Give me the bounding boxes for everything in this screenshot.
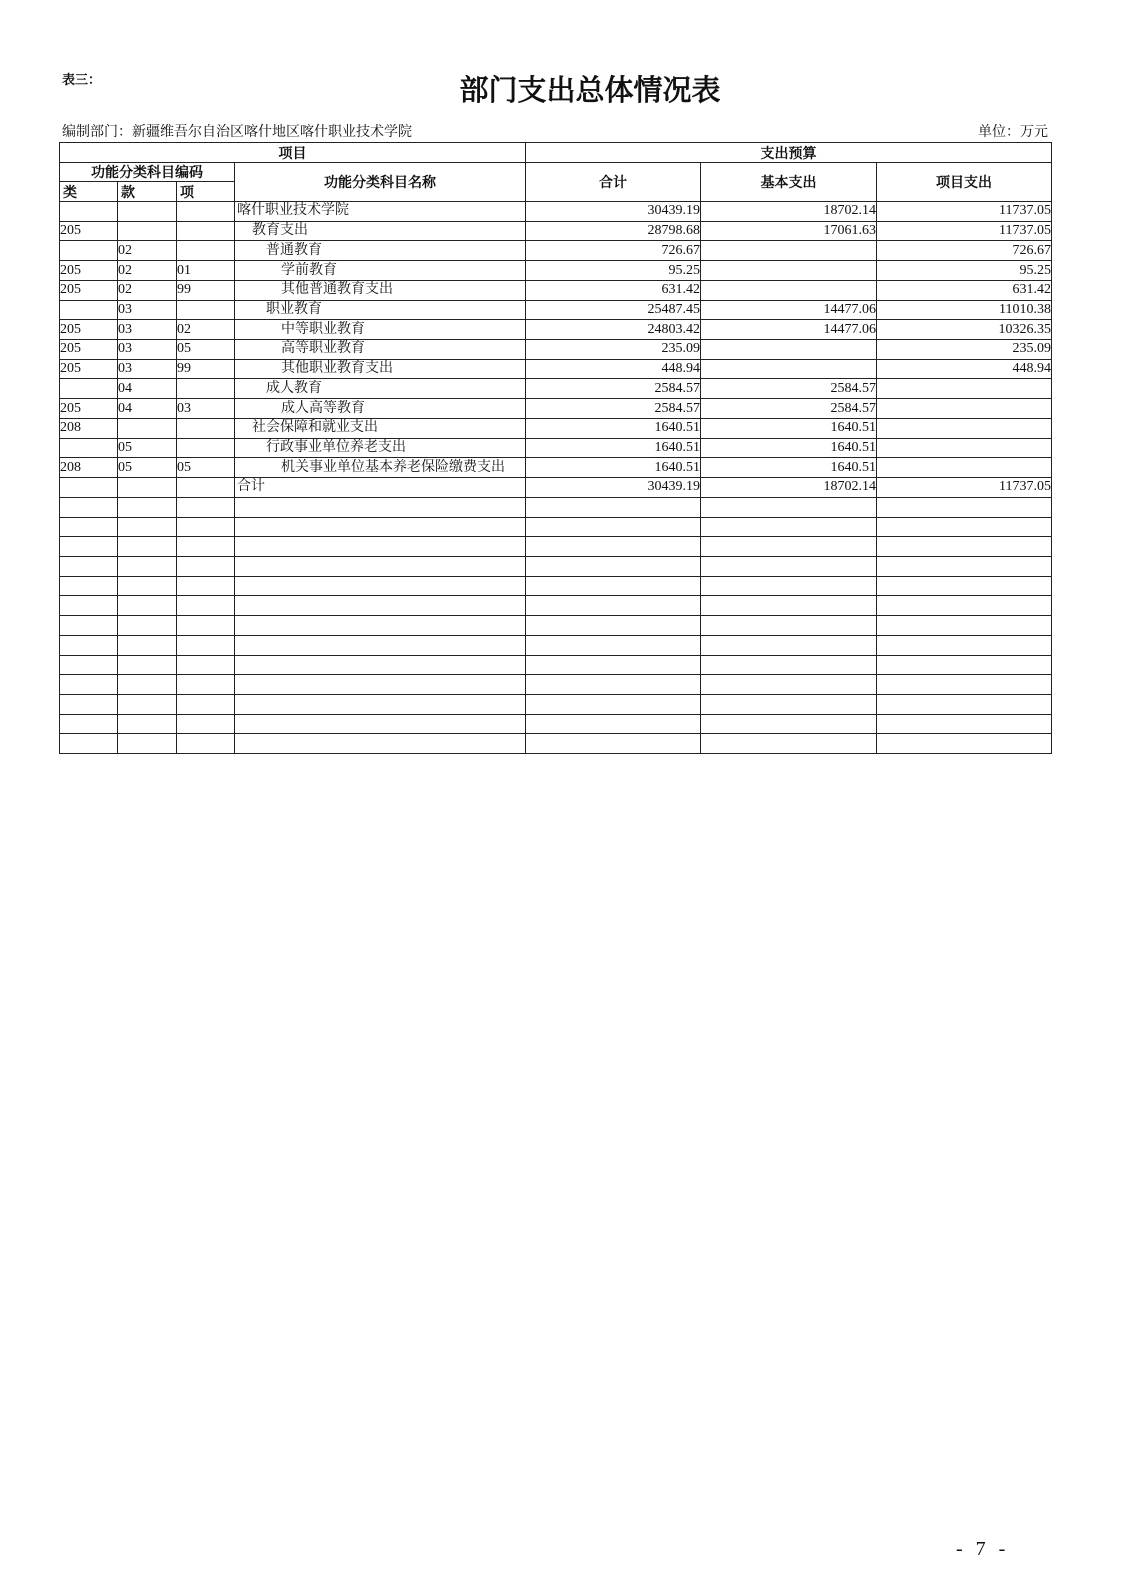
unit-label: 单位：万元	[978, 125, 1048, 140]
code-lei-cell	[60, 241, 118, 261]
empty-cell	[118, 655, 177, 675]
empty-cell	[235, 596, 526, 616]
item-name-cell: 职业教育	[235, 300, 526, 320]
basic-expense-cell: 14477.06	[701, 320, 877, 340]
item-name-cell: 高等职业教育	[235, 340, 526, 360]
empty-cell	[118, 675, 177, 695]
project-expense-cell: 631.42	[877, 280, 1052, 300]
project-expense-cell	[877, 399, 1052, 419]
page-title: 部门支出总体情况表	[459, 75, 721, 107]
basic-expense-cell: 1640.51	[701, 418, 877, 438]
table-row	[60, 280, 1052, 300]
code-kuan-cell	[118, 478, 177, 498]
empty-cell	[235, 556, 526, 576]
empty-cell	[118, 616, 177, 636]
code-xiang-cell	[177, 300, 235, 320]
empty-cell	[60, 596, 118, 616]
basic-expense-cell: 2584.57	[701, 379, 877, 399]
table-row	[60, 300, 1052, 320]
empty-cell	[235, 616, 526, 636]
empty-cell	[60, 635, 118, 655]
empty-cell	[235, 694, 526, 714]
item-name-cell: 学前教育	[235, 261, 526, 281]
empty-cell	[526, 655, 701, 675]
empty-table-row	[60, 596, 1052, 616]
code-kuan-cell: 05	[118, 458, 177, 478]
empty-cell	[877, 714, 1052, 734]
project-expense-cell	[877, 418, 1052, 438]
basic-expense-cell: 17061.63	[701, 221, 877, 241]
table-header	[60, 143, 1052, 202]
code-kuan-cell: 03	[118, 300, 177, 320]
empty-cell	[177, 635, 235, 655]
code-kuan-cell: 02	[118, 261, 177, 281]
table-row	[60, 202, 1052, 222]
empty-cell	[177, 537, 235, 557]
header-project: 项目	[60, 143, 526, 163]
code-xiang-cell	[177, 202, 235, 222]
empty-cell	[526, 497, 701, 517]
item-name-cell: 其他普通教育支出	[235, 280, 526, 300]
empty-cell	[235, 537, 526, 557]
code-xiang-cell	[177, 221, 235, 241]
empty-cell	[60, 655, 118, 675]
basic-expense-cell	[701, 359, 877, 379]
empty-cell	[177, 576, 235, 596]
item-name-cell: 成人高等教育	[235, 399, 526, 419]
empty-cell	[877, 635, 1052, 655]
header-kuan: 款	[118, 182, 177, 202]
empty-cell	[118, 734, 177, 754]
empty-cell	[118, 596, 177, 616]
empty-cell	[701, 734, 877, 754]
basic-expense-cell: 18702.14	[701, 202, 877, 222]
empty-cell	[235, 655, 526, 675]
empty-cell	[877, 655, 1052, 675]
item-name-cell: 成人教育	[235, 379, 526, 399]
empty-cell	[60, 694, 118, 714]
total-amount-cell: 448.94	[526, 359, 701, 379]
empty-cell	[177, 734, 235, 754]
empty-cell	[701, 714, 877, 734]
empty-cell	[118, 497, 177, 517]
empty-cell	[235, 734, 526, 754]
empty-cell	[877, 616, 1052, 636]
total-amount-cell: 28798.68	[526, 221, 701, 241]
empty-cell	[60, 497, 118, 517]
code-kuan-cell: 03	[118, 359, 177, 379]
empty-table-row	[60, 734, 1052, 754]
code-lei-cell: 205	[60, 399, 118, 419]
item-name-cell: 社会保障和就业支出	[235, 418, 526, 438]
empty-cell	[118, 714, 177, 734]
empty-cell	[60, 517, 118, 537]
table-number-label: 表三：	[62, 72, 102, 87]
empty-table-row	[60, 675, 1052, 695]
table-row	[60, 478, 1052, 498]
empty-cell	[235, 635, 526, 655]
basic-expense-cell	[701, 261, 877, 281]
empty-cell	[701, 675, 877, 695]
total-amount-cell: 95.25	[526, 261, 701, 281]
code-kuan-cell: 04	[118, 399, 177, 419]
total-amount-cell: 2584.57	[526, 399, 701, 419]
item-name-cell: 教育支出	[235, 221, 526, 241]
empty-table-row	[60, 694, 1052, 714]
code-lei-cell: 208	[60, 418, 118, 438]
empty-cell	[877, 734, 1052, 754]
project-expense-cell: 10326.35	[877, 320, 1052, 340]
empty-cell	[526, 616, 701, 636]
table-row	[60, 458, 1052, 478]
code-kuan-cell: 03	[118, 340, 177, 360]
basic-expense-cell	[701, 340, 877, 360]
empty-table-row	[60, 556, 1052, 576]
empty-table-row	[60, 714, 1052, 734]
empty-cell	[526, 517, 701, 537]
empty-cell	[235, 675, 526, 695]
empty-table-row	[60, 576, 1052, 596]
code-lei-cell	[60, 478, 118, 498]
empty-cell	[235, 576, 526, 596]
project-expense-cell	[877, 438, 1052, 458]
total-amount-cell: 1640.51	[526, 438, 701, 458]
code-xiang-cell: 01	[177, 261, 235, 281]
empty-cell	[877, 576, 1052, 596]
code-xiang-cell: 02	[177, 320, 235, 340]
empty-cell	[701, 537, 877, 557]
code-xiang-cell: 05	[177, 340, 235, 360]
total-amount-cell: 2584.57	[526, 379, 701, 399]
total-amount-cell: 235.09	[526, 340, 701, 360]
empty-table-row	[60, 655, 1052, 675]
code-xiang-cell	[177, 241, 235, 261]
empty-cell	[177, 556, 235, 576]
project-expense-cell: 11010.38	[877, 300, 1052, 320]
project-expense-cell	[877, 379, 1052, 399]
header-lei: 类	[60, 182, 118, 202]
code-kuan-cell	[118, 221, 177, 241]
project-expense-cell	[877, 458, 1052, 478]
empty-cell	[701, 655, 877, 675]
empty-cell	[118, 517, 177, 537]
table-row	[60, 261, 1052, 281]
empty-cell	[701, 576, 877, 596]
project-expense-cell: 235.09	[877, 340, 1052, 360]
empty-cell	[877, 694, 1052, 714]
code-xiang-cell	[177, 418, 235, 438]
basic-expense-cell: 18702.14	[701, 478, 877, 498]
project-expense-cell: 11737.05	[877, 478, 1052, 498]
header-row-2	[60, 163, 1052, 182]
table-row	[60, 241, 1052, 261]
total-amount-cell: 30439.19	[526, 202, 701, 222]
code-xiang-cell: 03	[177, 399, 235, 419]
header-total: 合计	[526, 163, 701, 202]
total-amount-cell: 1640.51	[526, 458, 701, 478]
table-body	[60, 202, 1052, 754]
empty-cell	[60, 537, 118, 557]
basic-expense-cell: 14477.06	[701, 300, 877, 320]
code-kuan-cell: 05	[118, 438, 177, 458]
basic-expense-cell: 1640.51	[701, 438, 877, 458]
empty-cell	[235, 517, 526, 537]
header-code-group: 功能分类科目编码	[60, 163, 235, 182]
expenditure-table	[59, 142, 1052, 754]
empty-cell	[118, 576, 177, 596]
total-amount-cell: 1640.51	[526, 418, 701, 438]
empty-cell	[526, 734, 701, 754]
code-xiang-cell	[177, 379, 235, 399]
code-lei-cell: 205	[60, 340, 118, 360]
total-amount-cell: 631.42	[526, 280, 701, 300]
header-row-1	[60, 143, 1052, 163]
empty-cell	[235, 497, 526, 517]
empty-cell	[60, 675, 118, 695]
table-row	[60, 340, 1052, 360]
table-row	[60, 320, 1052, 340]
empty-cell	[177, 517, 235, 537]
item-name-cell: 合计	[235, 478, 526, 498]
code-xiang-cell	[177, 478, 235, 498]
empty-cell	[877, 497, 1052, 517]
table-row	[60, 418, 1052, 438]
table-row	[60, 438, 1052, 458]
empty-cell	[177, 675, 235, 695]
empty-cell	[701, 635, 877, 655]
empty-cell	[701, 497, 877, 517]
empty-table-row	[60, 616, 1052, 636]
total-amount-cell: 726.67	[526, 241, 701, 261]
empty-cell	[177, 497, 235, 517]
code-lei-cell	[60, 438, 118, 458]
table-row	[60, 359, 1052, 379]
code-lei-cell	[60, 379, 118, 399]
empty-cell	[526, 556, 701, 576]
code-lei-cell: 205	[60, 320, 118, 340]
basic-expense-cell: 2584.57	[701, 399, 877, 419]
code-xiang-cell: 05	[177, 458, 235, 478]
code-kuan-cell: 03	[118, 320, 177, 340]
empty-cell	[177, 616, 235, 636]
empty-cell	[118, 635, 177, 655]
code-lei-cell: 205	[60, 359, 118, 379]
empty-cell	[701, 596, 877, 616]
code-kuan-cell: 04	[118, 379, 177, 399]
empty-cell	[526, 576, 701, 596]
header-basic-expense: 基本支出	[701, 163, 877, 202]
empty-cell	[526, 596, 701, 616]
table-row	[60, 221, 1052, 241]
basic-expense-cell	[701, 280, 877, 300]
item-name-cell: 普通教育	[235, 241, 526, 261]
empty-cell	[118, 537, 177, 557]
code-lei-cell	[60, 300, 118, 320]
empty-cell	[60, 616, 118, 636]
table-row	[60, 399, 1052, 419]
project-expense-cell: 726.67	[877, 241, 1052, 261]
empty-cell	[877, 537, 1052, 557]
empty-cell	[177, 655, 235, 675]
page-number: - 7 -	[956, 1538, 1010, 1560]
empty-cell	[526, 714, 701, 734]
empty-cell	[526, 635, 701, 655]
empty-cell	[526, 675, 701, 695]
item-name-cell: 其他职业教育支出	[235, 359, 526, 379]
code-xiang-cell	[177, 438, 235, 458]
project-expense-cell: 95.25	[877, 261, 1052, 281]
empty-cell	[60, 576, 118, 596]
empty-table-row	[60, 497, 1052, 517]
empty-cell	[701, 556, 877, 576]
code-lei-cell	[60, 202, 118, 222]
basic-expense-cell: 1640.51	[701, 458, 877, 478]
empty-cell	[235, 714, 526, 734]
item-name-cell: 行政事业单位养老支出	[235, 438, 526, 458]
empty-table-row	[60, 517, 1052, 537]
empty-cell	[60, 556, 118, 576]
code-kuan-cell	[118, 202, 177, 222]
item-name-cell: 喀什职业技术学院	[235, 202, 526, 222]
code-kuan-cell	[118, 418, 177, 438]
department-line: 编制部门：新疆维吾尔自治区喀什地区喀什职业技术学院	[62, 125, 412, 140]
empty-cell	[877, 556, 1052, 576]
header-item-name: 功能分类科目名称	[235, 163, 526, 202]
project-expense-cell: 11737.05	[877, 221, 1052, 241]
code-lei-cell: 205	[60, 280, 118, 300]
item-name-cell: 中等职业教育	[235, 320, 526, 340]
empty-cell	[177, 596, 235, 616]
empty-cell	[701, 616, 877, 636]
header-budget: 支出预算	[526, 143, 1052, 163]
code-lei-cell: 205	[60, 221, 118, 241]
total-amount-cell: 24803.42	[526, 320, 701, 340]
basic-expense-cell	[701, 241, 877, 261]
empty-cell	[701, 694, 877, 714]
project-expense-cell: 11737.05	[877, 202, 1052, 222]
empty-table-row	[60, 635, 1052, 655]
code-xiang-cell: 99	[177, 280, 235, 300]
code-kuan-cell: 02	[118, 280, 177, 300]
empty-cell	[877, 596, 1052, 616]
header-project-expense: 项目支出	[877, 163, 1052, 202]
total-amount-cell: 30439.19	[526, 478, 701, 498]
code-lei-cell: 205	[60, 261, 118, 281]
empty-cell	[60, 714, 118, 734]
empty-cell	[177, 714, 235, 734]
empty-cell	[177, 694, 235, 714]
code-lei-cell: 208	[60, 458, 118, 478]
empty-cell	[60, 734, 118, 754]
table-row	[60, 379, 1052, 399]
empty-cell	[526, 694, 701, 714]
empty-cell	[118, 694, 177, 714]
empty-cell	[877, 517, 1052, 537]
empty-cell	[118, 556, 177, 576]
code-xiang-cell: 99	[177, 359, 235, 379]
empty-table-row	[60, 537, 1052, 557]
empty-cell	[877, 675, 1052, 695]
project-expense-cell: 448.94	[877, 359, 1052, 379]
empty-cell	[701, 517, 877, 537]
header-xiang: 项	[177, 182, 235, 202]
item-name-cell: 机关事业单位基本养老保险缴费支出	[235, 458, 526, 478]
total-amount-cell: 25487.45	[526, 300, 701, 320]
empty-cell	[526, 537, 701, 557]
code-kuan-cell: 02	[118, 241, 177, 261]
